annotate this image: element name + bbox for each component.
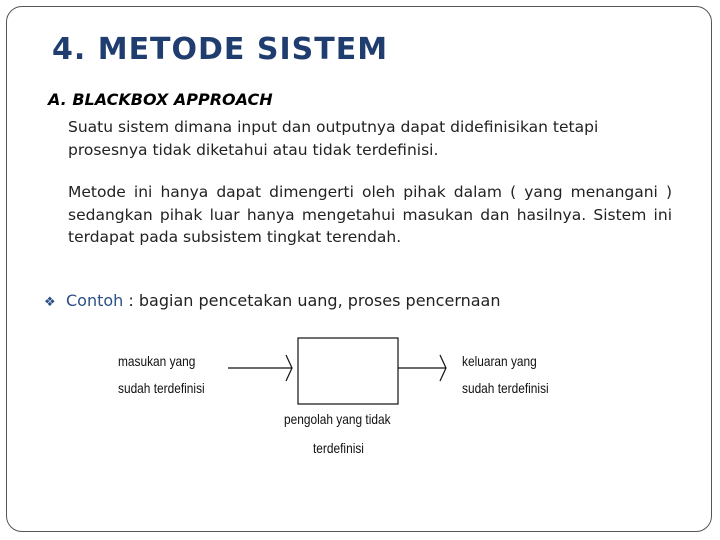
explanation-paragraph: Metode ini hanya dapat dimengerti oleh pihak dalam ( yang menangani ) sedangkan pihak luar hanya mengetahui masukan dan hasilnya. Sistem ini terdapat pada subsistem tingkat terendah. <box>68 183 672 246</box>
output-label-line1: keluaran yang <box>462 353 537 369</box>
output-label-line2: sudah terdefinisi <box>462 380 549 396</box>
section-heading: A. BLACKBOX APPROACH <box>48 90 273 109</box>
process-label-line2: terdefinisi <box>313 440 364 456</box>
process-label-line1: pengolah yang tidak <box>284 411 391 427</box>
bullet-icon: ❖ <box>44 295 56 310</box>
definition-paragraph: Suatu sistem dimana input dan outputnya dapat didefinisikan tetapi prosesnya tidak diketahui atau tidak terdefinisi. <box>68 118 599 159</box>
input-label-line2: sudah terdefinisi <box>118 380 205 396</box>
input-label-line1: masukan yang <box>118 353 196 369</box>
slide-title: 4. METODE SISTEM <box>52 32 389 67</box>
example-text: : bagian pencetakan uang, proses pencernaan <box>123 291 501 310</box>
example-label: Contoh <box>66 291 124 310</box>
process-box <box>298 338 398 404</box>
